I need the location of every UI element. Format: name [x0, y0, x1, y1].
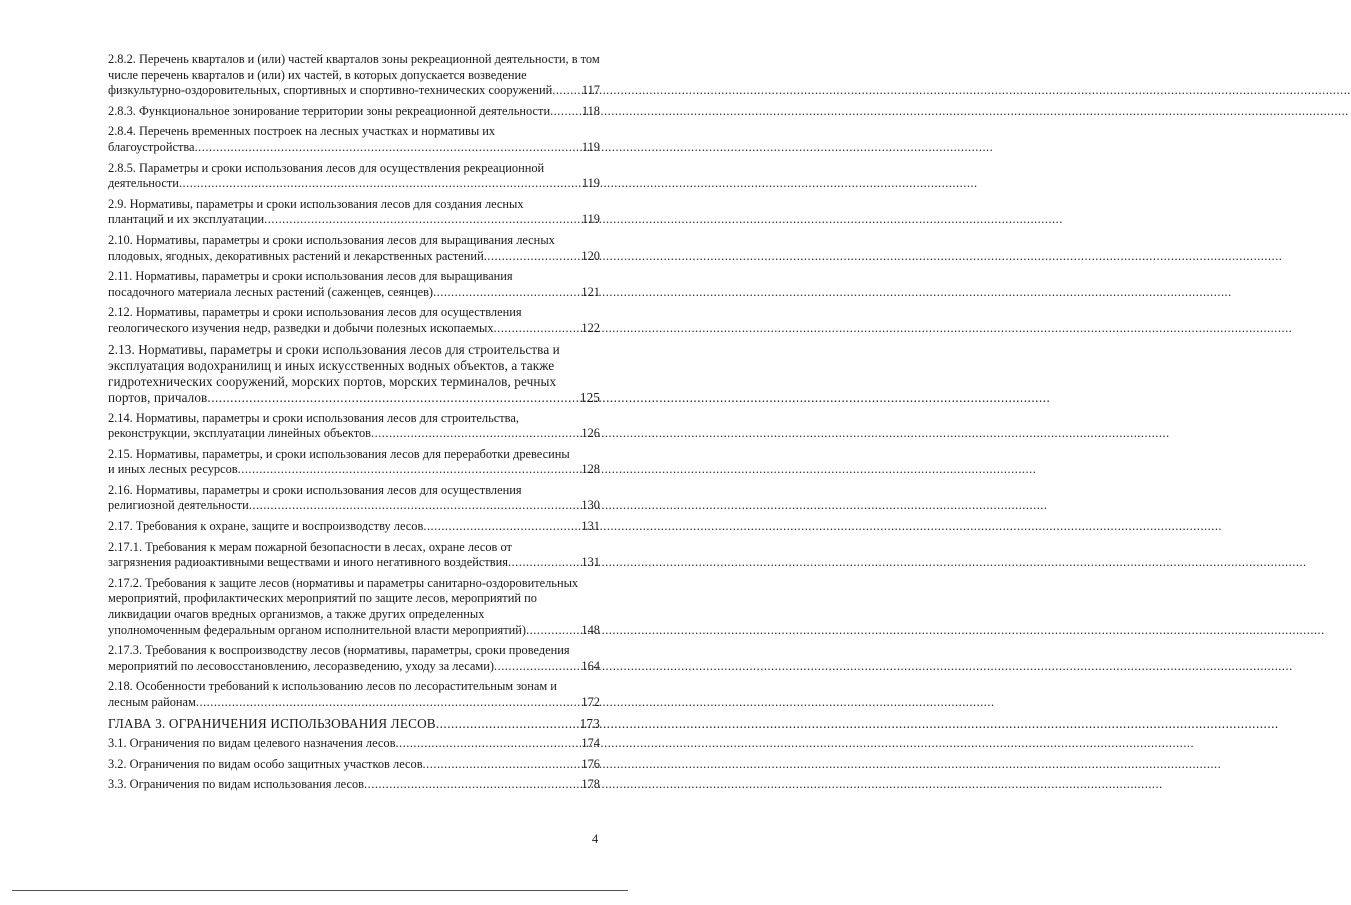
toc-entry-line: [108, 249, 600, 265]
toc-page-number: 120: [581, 248, 600, 263]
toc-entry: [108, 52, 600, 99]
toc-entry-text: 2.10. Нормативы, параметры и сроки использования лесов для выращивания лесных: [108, 232, 555, 247]
toc-entry-line: [108, 659, 600, 675]
toc-entry-title: лесным районам: [108, 695, 196, 709]
toc-entry-title: благоустройства: [108, 139, 195, 154]
toc-entry-line: [108, 212, 600, 228]
toc-entry-line: [108, 555, 600, 571]
toc-page-number: 148: [581, 622, 600, 637]
dot-leader: [494, 321, 581, 337]
dot-leader: [436, 716, 579, 732]
toc-entry-title: и иных лесных ресурсов: [108, 462, 238, 477]
dot-leader: [395, 736, 580, 752]
toc-entry-title: плодовых, ягодных, декоративных растений и лекарственных растений: [108, 248, 484, 263]
toc-entry-text: 2.15. Нормативы, параметры, и сроки использования лесов для переработки древесины: [108, 446, 570, 461]
toc-entry-line: [108, 176, 600, 192]
toc-entry: [108, 679, 600, 710]
toc-page-number: 119: [581, 212, 600, 227]
dot-leader: [552, 83, 581, 99]
toc-entry-line: [108, 716, 600, 732]
toc-entry: [108, 269, 600, 300]
toc-entry: [108, 233, 600, 264]
toc-page-number: 117: [581, 83, 600, 98]
toc-entry: [108, 305, 600, 336]
toc-entry-title: посадочного материала лесных растений (саженцев, сеянцев): [108, 284, 434, 299]
dot-leader: [433, 285, 580, 301]
dot-leader: [526, 623, 580, 639]
toc-page-number: 125: [579, 389, 600, 405]
toc-entry-line: [108, 623, 600, 639]
toc-entry: [108, 124, 600, 155]
toc-page-number: 173: [579, 715, 600, 731]
toc-entry-title: 2.17. Требования к охране, защите и воспроизводству лесов: [108, 519, 424, 534]
toc-entry-title: реконструкции, эксплуатации линейных объектов: [108, 426, 371, 441]
footer-rule: [12, 890, 628, 891]
toc-entry: [108, 519, 600, 535]
dot-leader: [423, 519, 580, 535]
toc-entry: [108, 161, 600, 192]
toc-page-number: 131: [581, 555, 600, 570]
dot-leader: [484, 249, 581, 265]
toc-entry-text: 2.14. Нормативы, параметры и сроки использования лесов для строительства,: [108, 410, 519, 425]
toc-page-number: 174: [581, 736, 600, 751]
toc-entry: [108, 411, 600, 442]
toc-entry-line: [108, 462, 600, 478]
dot-leader: [238, 462, 581, 478]
toc-entry-line: [108, 426, 600, 442]
dot-leader: [179, 176, 581, 192]
toc-entry-title: мероприятий по лесовосстановлению, лесоразведению, уходу за лесами): [108, 658, 495, 673]
toc-entry-title: деятельности: [108, 176, 179, 191]
table-of-contents: [108, 52, 600, 798]
page-number: 4: [592, 832, 599, 846]
toc-entry-line: [108, 736, 600, 752]
toc-entry: [108, 197, 600, 228]
dot-leader: [195, 140, 581, 156]
toc-page-number: 130: [581, 498, 600, 513]
toc-entry-title: 3.2. Ограничения по видам особо защитных участков лесов: [108, 756, 423, 771]
toc-page-number: 119: [581, 139, 600, 154]
toc-entry-line: [108, 285, 600, 301]
toc-entry-line: [108, 695, 600, 711]
toc-entry: [108, 104, 600, 120]
dot-leader: [207, 390, 579, 406]
toc-entry: [108, 447, 600, 478]
toc-entry: [108, 716, 600, 732]
toc-entry: [108, 643, 600, 674]
toc-entry-text: 2.12. Нормативы, параметры и сроки использования лесов для осуществления: [108, 305, 522, 320]
toc-entry-line: [108, 321, 600, 337]
toc-entry: [108, 342, 600, 406]
toc-page-number: 178: [581, 777, 600, 792]
toc-entry-line: [108, 390, 600, 406]
toc-entry-title: загрязнения радиоактивными веществами и иного негативного воздействия: [108, 555, 508, 570]
toc-entry: [108, 576, 600, 638]
toc-page-number: 176: [581, 756, 600, 771]
dot-leader: [550, 104, 581, 120]
toc-page-number: 172: [581, 695, 600, 709]
toc-page-number: 119: [581, 176, 600, 191]
toc-entry-title: религиозной деятельности: [108, 498, 249, 513]
dot-leader: [249, 498, 581, 514]
toc-entry-text: 2.17.3. Требования к воспроизводству лесов (нормативы, параметры, сроки проведения: [108, 643, 570, 658]
dot-leader: [423, 757, 581, 773]
toc-page-number: 164: [581, 658, 600, 673]
toc-entry-title: портов, причалов: [108, 389, 208, 405]
toc-page-number: 118: [581, 103, 600, 118]
toc-entry-text: 2.17.2. Требования к защите лесов (нормативы и параметры санитарно-оздоровительных мероприятий, профилактических мероприятий по защите лесов, мероприятий по ликвидации очагов вредных организмов, а также других определенных: [108, 575, 579, 622]
toc-page-number: 131: [581, 519, 600, 534]
toc-entry-line: [108, 140, 600, 156]
toc-entry: [108, 483, 600, 514]
toc-entry-line: [108, 498, 600, 514]
dot-leader: [494, 659, 580, 675]
toc-entry-text: 2.11. Нормативы, параметры и сроки использования лесов для выращивания: [108, 269, 513, 284]
toc-page-number: 121: [581, 284, 600, 299]
toc-entry-title: геологического изучения недр, разведки и добычи полезных ископаемых: [108, 320, 494, 335]
toc-entry-title: 2.8.3. Функциональное зонирование территории зоны рекреационной деятельности: [108, 103, 551, 118]
toc-entry-title: 3.1. Ограничения по видам целевого назначения лесов: [108, 736, 396, 751]
toc-page-number: 122: [581, 320, 600, 335]
toc-entry-text: 2.16. Нормативы, параметры и сроки использования лесов для осуществления: [108, 482, 522, 497]
dot-leader: [196, 695, 581, 711]
toc-entry-line: [108, 519, 600, 535]
toc-entry-title: 3.3. Ограничения по видам использования лесов: [108, 777, 365, 792]
toc-entry-line: [108, 777, 600, 793]
toc-entry-title: плантаций и их эксплуатации: [108, 212, 265, 227]
dot-leader: [508, 555, 580, 571]
toc-entry-text: 2.8.2. Перечень кварталов и (или) частей кварталов зоны рекреационной деятельности, в том числе перечень кварталов и (или) их частей, в которых допускается возведение: [108, 52, 600, 82]
toc-entry: [108, 736, 600, 752]
toc-entry-line: [108, 104, 600, 120]
dot-leader: [371, 426, 580, 442]
toc-entry-line: [108, 757, 600, 773]
toc-entry-text: 2.18. Особенности требований к использованию лесов по лесорастительным зонам и: [108, 679, 557, 694]
dot-leader: [264, 212, 581, 228]
toc-entry-text: 2.13. Нормативы, параметры и сроки использования лесов для строительства и эксплуатация водохранилищ и иных искусственных водных объектов, а также гидротехнических сооружений, морских портов, морских терминалов, речных: [108, 341, 560, 389]
toc-entry-text: 2.9. Нормативы, параметры и сроки использования лесов для создания лесных: [108, 196, 524, 211]
toc-entry: [108, 540, 600, 571]
toc-entry: [108, 777, 600, 793]
toc-entry: [108, 757, 600, 773]
toc-entry-text: 2.8.5. Параметры и сроки использования лесов для осуществления рекреационной: [108, 160, 545, 175]
toc-entry-text: 2.8.4. Перечень временных построек на лесных участках и нормативы их: [108, 124, 496, 139]
toc-entry-title: ГЛАВА 3. ОГРАНИЧЕНИЯ ИСПОЛЬЗОВАНИЯ ЛЕСОВ: [108, 715, 436, 731]
document-page: [0, 0, 640, 905]
toc-entry-title: уполномоченным федеральным органом исполнительной власти мероприятий): [108, 622, 527, 637]
toc-entry-line: [108, 83, 600, 99]
toc-entry-title: физкультурно-оздоровительных, спортивных и спортивно-технических сооружений: [108, 83, 553, 98]
toc-entry-text: 2.17.1. Требования к мерам пожарной безопасности в лесах, охране лесов от: [108, 539, 512, 554]
dot-leader: [364, 777, 580, 793]
toc-page-number: 128: [581, 462, 600, 477]
toc-page-number: 126: [581, 426, 600, 441]
